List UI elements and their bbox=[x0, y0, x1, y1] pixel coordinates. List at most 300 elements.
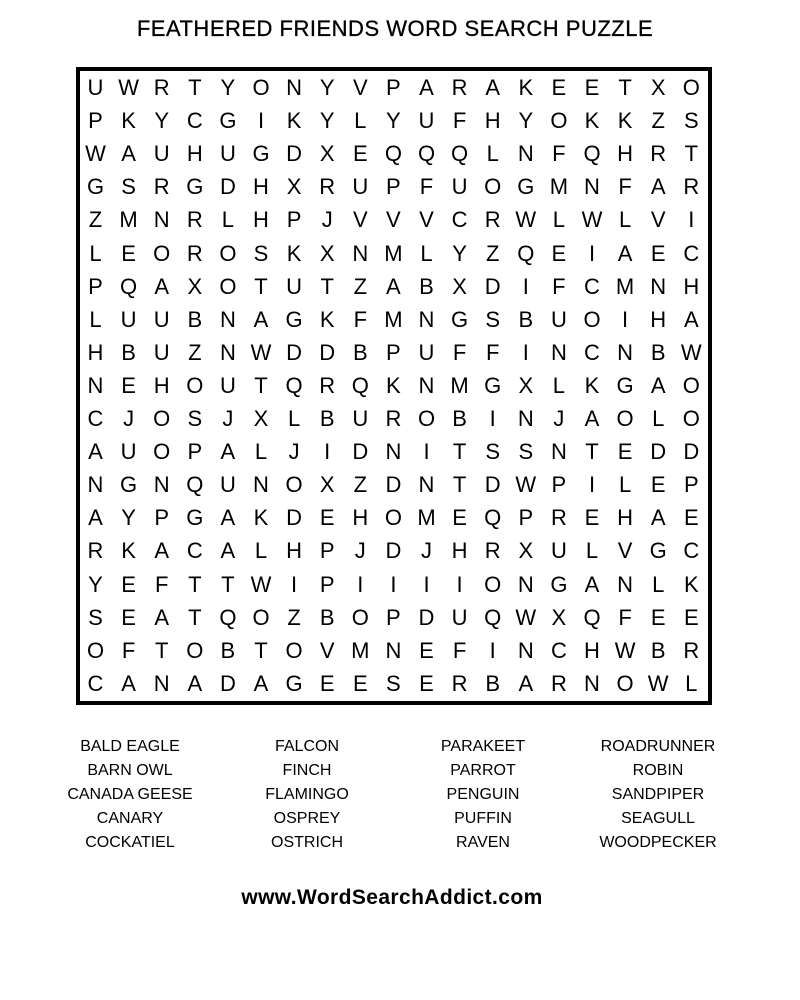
grid-letter: L bbox=[420, 240, 433, 266]
grid-letter: Y bbox=[319, 108, 335, 134]
grid-letter: Q bbox=[120, 273, 138, 299]
grid-letter: D bbox=[484, 472, 501, 498]
grid-letter: G bbox=[616, 372, 634, 398]
grid-letter: N bbox=[153, 670, 170, 696]
grid-letter: N bbox=[153, 472, 170, 498]
grid-letter: U bbox=[219, 372, 236, 398]
grid-letter: O bbox=[186, 637, 204, 663]
grid-letter: U bbox=[418, 339, 435, 365]
word-list-item: WOODPECKER bbox=[599, 834, 717, 851]
grid-letter: A bbox=[220, 439, 236, 465]
grid-letter: Y bbox=[452, 240, 467, 266]
grid-letter: P bbox=[683, 472, 699, 498]
grid-letter: I bbox=[588, 472, 596, 498]
grid-letter: H bbox=[286, 538, 303, 564]
grid-letter: A bbox=[88, 439, 103, 465]
grid-letter: K bbox=[386, 372, 401, 398]
grid-letter: E bbox=[551, 75, 567, 100]
grid-letter: T bbox=[188, 604, 202, 630]
grid-letter: A bbox=[220, 538, 236, 564]
grid-letter: V bbox=[352, 75, 368, 100]
grid-letter: Y bbox=[518, 108, 534, 134]
grid-letter: R bbox=[484, 538, 501, 564]
grid-letter: G bbox=[517, 174, 535, 200]
grid-row bbox=[79, 303, 709, 336]
grid-letter: T bbox=[154, 637, 169, 663]
grid-letter: Q bbox=[484, 505, 502, 531]
grid-letter: H bbox=[253, 207, 269, 233]
word-column bbox=[40, 735, 220, 855]
grid-letter: A bbox=[584, 406, 600, 431]
grid-letter: Z bbox=[485, 240, 500, 266]
grid-letter: H bbox=[650, 306, 667, 332]
grid-letter: K bbox=[286, 240, 302, 266]
grid-letter: Q bbox=[285, 372, 303, 398]
grid-letter: N bbox=[352, 240, 369, 266]
grid-letter: J bbox=[123, 406, 135, 431]
grid-letter: Z bbox=[188, 339, 202, 365]
grid-letter: F bbox=[419, 174, 434, 200]
grid-row bbox=[79, 534, 709, 567]
grid-letter: R bbox=[319, 174, 336, 200]
grid-letter: P bbox=[286, 207, 302, 233]
grid-letter: X bbox=[253, 406, 269, 431]
grid-letter: G bbox=[285, 670, 303, 696]
grid-letter: M bbox=[450, 372, 469, 398]
grid-letter: D bbox=[286, 339, 303, 365]
grid-letter: C bbox=[186, 538, 203, 564]
grid-letter: R bbox=[451, 670, 468, 696]
grid-letter: N bbox=[286, 75, 303, 100]
grid-letter: W bbox=[647, 670, 669, 696]
grid-letter: I bbox=[390, 571, 397, 597]
grid-letter: I bbox=[456, 571, 463, 597]
grid-letter: O bbox=[186, 372, 204, 398]
grid-letter: R bbox=[319, 372, 336, 398]
grid-letter: M bbox=[615, 273, 635, 299]
grid-letter: Q bbox=[417, 141, 436, 167]
website-footer[interactable]: www.WordSearchAddict.com bbox=[241, 886, 543, 909]
word-list-item: OSTRICH bbox=[271, 834, 343, 851]
grid-letter: Q bbox=[219, 604, 237, 630]
grid-letter: O bbox=[484, 571, 502, 597]
grid-letter: L bbox=[585, 538, 599, 564]
grid-letter: H bbox=[153, 372, 170, 398]
grid-row bbox=[79, 402, 709, 435]
grid-letter: C bbox=[683, 538, 700, 564]
grid-letter: P bbox=[518, 505, 534, 531]
grid-letter: C bbox=[550, 637, 567, 663]
grid-letter: U bbox=[352, 406, 369, 431]
grid-letter: I bbox=[257, 108, 265, 134]
grid-letter: P bbox=[319, 571, 335, 597]
grid-letter: K bbox=[617, 108, 633, 134]
grid-row bbox=[79, 71, 709, 104]
grid-letter: N bbox=[418, 472, 435, 498]
grid-letter: K bbox=[683, 571, 699, 597]
grid-letter: W bbox=[680, 339, 702, 365]
grid-letter: E bbox=[683, 604, 699, 630]
grid-letter: C bbox=[451, 207, 468, 233]
word-list-item: FLAMINGO bbox=[265, 786, 349, 803]
grid-letter: A bbox=[154, 273, 170, 299]
grid-letter: L bbox=[652, 571, 665, 597]
grid-letter: N bbox=[385, 637, 402, 663]
grid-letter: D bbox=[683, 439, 700, 465]
grid-letter: E bbox=[419, 670, 434, 696]
grid-letter: F bbox=[353, 306, 368, 332]
grid-letter: M bbox=[384, 240, 403, 266]
grid-letter: J bbox=[288, 439, 300, 465]
grid-letter: R bbox=[153, 75, 170, 100]
grid-letter: F bbox=[618, 604, 632, 630]
grid-letter: B bbox=[518, 306, 534, 332]
grid-letter: S bbox=[683, 108, 699, 134]
grid-letter: Z bbox=[651, 108, 665, 134]
grid-letter: W bbox=[85, 141, 106, 167]
grid-letter: H bbox=[451, 538, 468, 564]
grid-letter: O bbox=[384, 505, 402, 531]
word-list-item: OSPREY bbox=[273, 810, 341, 827]
grid-letter: H bbox=[617, 141, 634, 167]
grid-letter: O bbox=[417, 406, 436, 431]
grid-letter: A bbox=[650, 505, 666, 531]
grid-letter: A bbox=[121, 670, 136, 696]
grid-letter: N bbox=[517, 141, 534, 167]
word-column bbox=[568, 735, 748, 855]
grid-row bbox=[79, 667, 709, 700]
grid-letter: N bbox=[584, 670, 600, 696]
grid-letter: Z bbox=[88, 207, 103, 233]
grid-letter: E bbox=[352, 141, 368, 167]
grid-letter: R bbox=[550, 670, 567, 696]
grid-letter: U bbox=[352, 174, 369, 200]
grid-row bbox=[79, 634, 709, 667]
word-list-item: ROADRUNNER bbox=[600, 738, 716, 755]
word-column bbox=[393, 735, 573, 855]
grid-letter: D bbox=[286, 505, 303, 531]
grid-letter: O bbox=[285, 637, 303, 663]
grid-letter: I bbox=[522, 273, 529, 299]
grid-letter: I bbox=[357, 571, 364, 597]
grid-letter: P bbox=[551, 472, 567, 498]
grid-letter: E bbox=[683, 505, 699, 531]
grid-letter: A bbox=[650, 174, 666, 200]
grid-letter: E bbox=[121, 604, 136, 630]
grid-letter: C bbox=[186, 108, 203, 134]
grid-letter: F bbox=[552, 141, 566, 167]
grid-letter: L bbox=[254, 538, 268, 564]
grid-letter: A bbox=[220, 505, 236, 531]
grid-letter: X bbox=[319, 472, 335, 498]
word-list-item: PARAKEET bbox=[440, 738, 526, 755]
grid-letter: O bbox=[219, 273, 237, 299]
grid-letter: X bbox=[319, 141, 335, 167]
grid-letter: D bbox=[219, 174, 236, 200]
grid-letter: Y bbox=[88, 571, 103, 597]
grid-letter: W bbox=[250, 571, 272, 597]
word-list-item: PARROT bbox=[450, 762, 516, 779]
grid-letter: D bbox=[352, 439, 369, 465]
grid-letter: V bbox=[650, 207, 666, 233]
grid-letter: D bbox=[385, 538, 402, 564]
grid-letter: V bbox=[319, 637, 335, 663]
grid-letter: T bbox=[254, 273, 268, 299]
grid-letter: P bbox=[88, 273, 103, 299]
grid-letter: N bbox=[617, 571, 634, 597]
grid-letter: W bbox=[581, 207, 603, 233]
grid-letter: R bbox=[683, 637, 700, 663]
puzzle-title: FEATHERED FRIENDS WORD SEARCH PUZZLE bbox=[136, 16, 654, 41]
grid-letter: I bbox=[423, 439, 430, 465]
grid-letter: B bbox=[419, 273, 434, 299]
grid-letter: N bbox=[517, 406, 534, 431]
grid-letter: O bbox=[153, 240, 171, 266]
grid-letter: U bbox=[87, 75, 104, 100]
grid-row bbox=[79, 104, 709, 137]
grid-letter: L bbox=[287, 406, 301, 431]
grid-letter: O bbox=[351, 604, 369, 630]
grid-letter: A bbox=[253, 306, 269, 332]
grid-letter: M bbox=[351, 637, 370, 663]
grid-letter: Q bbox=[384, 141, 402, 167]
grid-letter: M bbox=[417, 505, 436, 531]
grid-letter: K bbox=[286, 108, 302, 134]
grid-letter: B bbox=[650, 637, 666, 663]
grid-letter: C bbox=[584, 339, 600, 365]
grid-letter: N bbox=[650, 273, 667, 299]
grid-letter: D bbox=[319, 339, 336, 365]
grid-letter: A bbox=[386, 273, 401, 299]
grid-letter: J bbox=[321, 207, 333, 233]
grid-letter: F bbox=[452, 108, 467, 134]
grid-letter: O bbox=[682, 75, 700, 100]
grid-letter: N bbox=[550, 439, 567, 465]
word-column bbox=[217, 735, 397, 855]
grid-letter: E bbox=[650, 604, 666, 630]
grid-letter: I bbox=[489, 637, 496, 663]
grid-letter: B bbox=[650, 339, 666, 365]
letter-grid bbox=[79, 71, 709, 699]
grid-letter: F bbox=[121, 637, 136, 663]
grid-letter: V bbox=[386, 207, 401, 233]
word-list-item: FALCON bbox=[274, 738, 339, 755]
grid-letter: K bbox=[121, 538, 136, 564]
grid-letter: F bbox=[154, 571, 169, 597]
grid-letter: U bbox=[550, 306, 567, 332]
grid-letter: O bbox=[682, 372, 700, 398]
grid-letter: V bbox=[419, 207, 434, 233]
word-list-item: SANDPIPER bbox=[611, 786, 705, 803]
grid-letter: S bbox=[518, 439, 534, 465]
grid-row bbox=[79, 137, 709, 170]
grid-letter: A bbox=[88, 505, 103, 531]
word-list-item: BARN OWL bbox=[87, 762, 173, 779]
grid-letter: N bbox=[418, 372, 435, 398]
grid-letter: W bbox=[515, 604, 537, 630]
grid-letter: T bbox=[188, 571, 202, 597]
grid-letter: P bbox=[319, 538, 335, 564]
grid-letter: T bbox=[585, 439, 599, 465]
word-list-item: PUFFIN bbox=[454, 810, 512, 827]
grid-letter: C bbox=[584, 273, 600, 299]
grid-letter: U bbox=[219, 141, 236, 167]
grid-letter: G bbox=[186, 505, 204, 531]
grid-letter: K bbox=[121, 108, 136, 134]
grid-letter: B bbox=[220, 637, 236, 663]
grid-letter: G bbox=[451, 306, 469, 332]
grid-letter: U bbox=[153, 306, 170, 332]
grid-letter: C bbox=[87, 406, 104, 431]
grid-letter: N bbox=[219, 339, 236, 365]
grid-letter: X bbox=[518, 538, 534, 564]
grid-row bbox=[79, 270, 709, 303]
grid-letter: A bbox=[683, 306, 699, 332]
grid-letter: I bbox=[291, 571, 298, 597]
grid-letter: N bbox=[219, 306, 236, 332]
grid-letter: R bbox=[650, 141, 667, 167]
grid-letter: O bbox=[616, 406, 634, 431]
grid-letter: M bbox=[549, 174, 569, 200]
grid-letter: E bbox=[121, 571, 136, 597]
grid-letter: U bbox=[451, 604, 468, 630]
grid-letter: R bbox=[87, 538, 104, 564]
grid-letter: X bbox=[551, 604, 567, 630]
grid-letter: W bbox=[614, 637, 636, 663]
grid-letter: Z bbox=[353, 273, 368, 299]
grid-letter: R bbox=[451, 75, 468, 100]
grid-letter: T bbox=[221, 571, 235, 597]
grid-letter: E bbox=[551, 240, 567, 266]
grid-row bbox=[79, 601, 709, 634]
grid-letter: Q bbox=[484, 604, 502, 630]
grid-letter: J bbox=[553, 406, 565, 431]
grid-letter: L bbox=[89, 306, 102, 332]
grid-letter: S bbox=[386, 670, 401, 696]
grid-letter: J bbox=[222, 406, 234, 431]
grid-letter: O bbox=[583, 306, 601, 332]
grid-letter: W bbox=[515, 472, 537, 498]
grid-letter: T bbox=[618, 75, 632, 100]
grid-letter: T bbox=[188, 75, 202, 100]
grid-row bbox=[79, 435, 709, 468]
grid-letter: Z bbox=[353, 472, 368, 498]
grid-row bbox=[79, 501, 709, 534]
grid-letter: T bbox=[254, 637, 268, 663]
grid-letter: E bbox=[584, 75, 600, 100]
grid-letter: R bbox=[153, 174, 170, 200]
grid-letter: U bbox=[418, 108, 435, 134]
grid-letter: E bbox=[121, 240, 136, 266]
grid-letter: U bbox=[153, 141, 170, 167]
grid-letter: B bbox=[352, 339, 368, 365]
grid-letter: Y bbox=[154, 108, 170, 134]
grid-letter: U bbox=[550, 538, 567, 564]
grid-letter: N bbox=[253, 472, 269, 498]
grid-letter: Y bbox=[220, 75, 236, 100]
grid-letter: R bbox=[683, 174, 700, 200]
word-list bbox=[0, 735, 800, 865]
grid-letter: G bbox=[484, 372, 502, 398]
grid-letter: U bbox=[451, 174, 468, 200]
grid-letter: N bbox=[550, 339, 567, 365]
grid-letter: R bbox=[385, 406, 402, 431]
grid-letter: O bbox=[153, 439, 171, 465]
grid-letter: A bbox=[485, 75, 501, 100]
grid-letter: E bbox=[121, 372, 136, 398]
grid-letter: P bbox=[386, 75, 401, 100]
grid-letter: F bbox=[452, 339, 467, 365]
word-list-item: COCKATIEL bbox=[85, 834, 175, 851]
grid-letter: E bbox=[419, 637, 434, 663]
grid-letter: I bbox=[588, 240, 596, 266]
word-list-item: CANADA GEESE bbox=[67, 786, 193, 803]
grid-letter: K bbox=[319, 306, 335, 332]
grid-letter: U bbox=[120, 306, 137, 332]
grid-letter: H bbox=[484, 108, 501, 134]
grid-letter: Z bbox=[287, 604, 301, 630]
grid-letter: E bbox=[452, 505, 467, 531]
grid-letter: A bbox=[419, 75, 434, 100]
grid-letter: X bbox=[650, 75, 666, 100]
grid-letter: X bbox=[286, 174, 302, 200]
grid-letter: I bbox=[489, 406, 496, 431]
grid-letter: N bbox=[517, 571, 534, 597]
grid-letter: P bbox=[154, 505, 170, 531]
grid-letter: G bbox=[120, 472, 138, 498]
grid-letter: F bbox=[618, 174, 632, 200]
grid-letter: G bbox=[252, 141, 270, 167]
grid-letter: X bbox=[319, 240, 335, 266]
grid-letter: N bbox=[418, 306, 435, 332]
grid-letter: R bbox=[186, 207, 203, 233]
grid-letter: S bbox=[485, 439, 501, 465]
grid-letter: H bbox=[617, 505, 634, 531]
grid-letter: Q bbox=[583, 604, 601, 630]
grid-letter: W bbox=[250, 339, 272, 365]
grid-letter: W bbox=[515, 207, 537, 233]
grid-letter: P bbox=[386, 604, 401, 630]
grid-letter: O bbox=[484, 174, 502, 200]
grid-letter: G bbox=[649, 538, 667, 564]
grid-letter: I bbox=[688, 207, 695, 233]
grid-letter: O bbox=[86, 637, 105, 663]
grid-row bbox=[79, 468, 709, 501]
grid-letter: O bbox=[616, 670, 634, 696]
grid-letter: C bbox=[87, 670, 104, 696]
grid-letter: G bbox=[186, 174, 204, 200]
word-list-item: CANARY bbox=[96, 810, 164, 827]
grid-letter: D bbox=[418, 604, 435, 630]
grid-letter: H bbox=[584, 637, 600, 663]
grid-letter: S bbox=[88, 604, 103, 630]
grid-letter: H bbox=[683, 273, 700, 299]
grid-row bbox=[79, 203, 709, 236]
grid-letter: L bbox=[89, 240, 102, 266]
grid-letter: O bbox=[550, 108, 568, 134]
grid-letter: G bbox=[285, 306, 303, 332]
word-list-item: RAVEN bbox=[456, 834, 510, 851]
grid-letter: U bbox=[153, 339, 170, 365]
grid-letter: S bbox=[253, 240, 269, 266]
grid-letter: C bbox=[683, 240, 700, 266]
grid-letter: A bbox=[584, 571, 600, 597]
grid-letter: I bbox=[423, 571, 430, 597]
grid-letter: A bbox=[650, 372, 666, 398]
grid-letter: T bbox=[452, 439, 467, 465]
grid-letter: B bbox=[187, 306, 203, 332]
grid-letter: E bbox=[319, 505, 335, 531]
